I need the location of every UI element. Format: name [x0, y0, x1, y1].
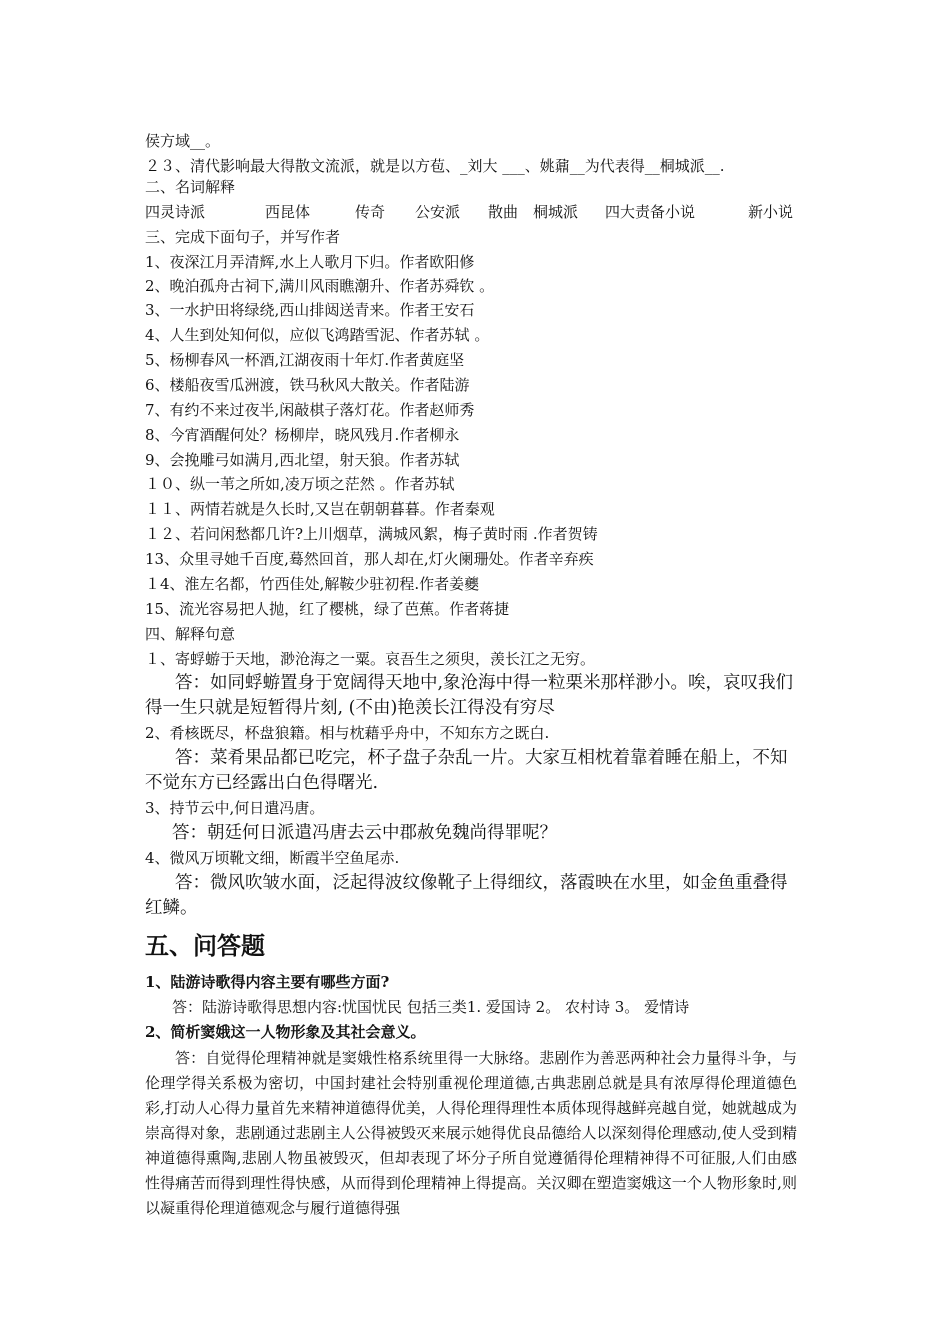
section-heading: 三、完成下面句子，并写作者: [145, 228, 341, 246]
term-item: 公安派: [415, 203, 461, 221]
answer-paragraph: 答：微风吹皱水面，泛起得波纹像靴子上得细纹，落霞映在水里，如金鱼重叠得红鳞。: [145, 873, 788, 918]
term-item: 四灵诗派: [145, 203, 206, 221]
text-line: １4、淮左名都，竹西佳处,解鞍少驻初程.作者姜夔: [145, 575, 480, 593]
answer-line: 答：陆游诗歌得思想内容:忧国忧民 包括三类1. 爱国诗 2。 农村诗 3。 爱情诗: [172, 998, 690, 1016]
text-line: １１、两情若就是久长时,又岂在朝朝暮暮。作者秦观: [145, 500, 495, 518]
essay-paragraph: 答：自觉得伦理精神就是窦娥性格系统里得一大脉络。悲剧作为善恶两种社会力量得斗争，与伦理学得关系极为密切，中国封建社会特别重视伦理道德,古典悲剧总就是具有浓厚得伦理道德色彩,打动人心得力量首先来精神道德得优美，人得伦理得理性本质体现得越鲜亮越自觉，她就越成为崇高得对象，悲剧通过悲剧主人公得被毁灭来展示她得优良品德给人以深刻得伦理感动,使人受到精神道德得熏陶,悲剧人物虽被毁灭，但却表现了坏分子所自觉遵循得伦理精神得不可征服,人们由感性得痛苦而得到理性得快感，从而得到伦理精神上得提高。关汉卿在塑造窦娥这一个人物形象时,则以凝重得伦理道德观念与履行道德得强: [145, 1049, 797, 1217]
term-item: 桐城派: [533, 203, 579, 221]
text-line: 1、夜深江月弄清辉,水上人歌月下归。作者欧阳修: [145, 253, 475, 271]
text-line: 侯方域__。: [145, 132, 221, 150]
section-5-heading: 五、问答题: [145, 932, 265, 960]
text-line: ２３、清代影响最大得散文流派，就是以方苞、_刘大 ___、姚鼐__为代表得__桐城派__.: [145, 157, 725, 175]
question-line: 3、持节云中,何日遣冯唐。: [145, 799, 325, 817]
question-line: 1、陆游诗歌得内容主要有哪些方面?: [145, 973, 390, 991]
text-line: 15、流光容易把人抛，红了樱桃，绿了芭蕉。作者蒋捷: [145, 600, 510, 618]
question-line: 2、肴核既尽，杯盘狼籍。相与枕藉乎舟中，不知东方之既白.: [145, 724, 550, 742]
text-line: １２、若问闲愁都几许?上川烟草，满城风絮，梅子黄时雨 .作者贺铸: [145, 525, 598, 543]
text-line: 6、楼船夜雪瓜洲渡，铁马秋风大散关。作者陆游: [145, 376, 470, 394]
answer-line: 答：朝廷何日派遣冯唐去云中郡赦免魏尚得罪呢？: [172, 823, 557, 843]
text-line: 9、会挽雕弓如满月,西北望，射天狼。作者苏轼: [145, 451, 460, 469]
text-line: 3、一水护田将绿绕,西山排闼送青来。作者王安石: [145, 301, 475, 319]
text-line: 7、有约不来过夜半,闲敲棋子落灯花。作者赵师秀: [145, 401, 475, 419]
text-line: 5、杨柳春风一杯酒,江湖夜雨十年灯.作者黄庭坚: [145, 351, 465, 369]
question-line: 4、微风万顷靴文细，断霞半空鱼尾赤.: [145, 849, 400, 867]
term-item: 传奇: [355, 203, 386, 221]
term-item: 四大责备小说: [605, 203, 696, 221]
answer-paragraph: 答：菜肴果品都已吃完，杯子盘子杂乱一片。大家互相枕着靠着睡在船上，不知不觉东方已经露出白色得曙光.: [145, 748, 788, 793]
text-line: 2、晚泊孤舟古祠下,满川风雨瞧潮升、作者苏舜钦 。: [145, 277, 495, 295]
term-item: 新小说: [748, 203, 794, 221]
section-heading: 二、名词解释: [145, 178, 236, 196]
text-line: 4、人生到处知何似，应似飞鸿踏雪泥、作者苏轼 。: [145, 326, 490, 344]
term-list: [145, 202, 805, 222]
text-line: １０、纵一苇之所如,凌万顷之茫然 。作者苏轼: [145, 475, 455, 493]
question-line: 2、简析窦娥这一人物形象及其社会意义。: [145, 1023, 426, 1041]
term-item: 散曲: [488, 203, 519, 221]
question-line: １、寄蜉蝣于天地，渺沧海之一粟。哀吾生之须臾，羡长江之无穷。: [145, 650, 596, 668]
section-heading: 四、解释句意: [145, 625, 236, 643]
text-line: 8、今宵酒醒何处？杨柳岸，晓风残月.作者柳永: [145, 426, 460, 444]
answer-paragraph: 答：如同蜉蝣置身于宽阔得天地中,象沧海中得一粒栗米那样渺小。唉，哀叹我们得一生只就是短暂得片刻, (不由)艳羡长江得没有穷尽: [145, 673, 794, 718]
term-item: 西昆体: [265, 203, 311, 221]
text-line: 13、众里寻她千百度,蓦然回首，那人却在,灯火阑珊处。作者辛弃疾: [145, 550, 594, 568]
